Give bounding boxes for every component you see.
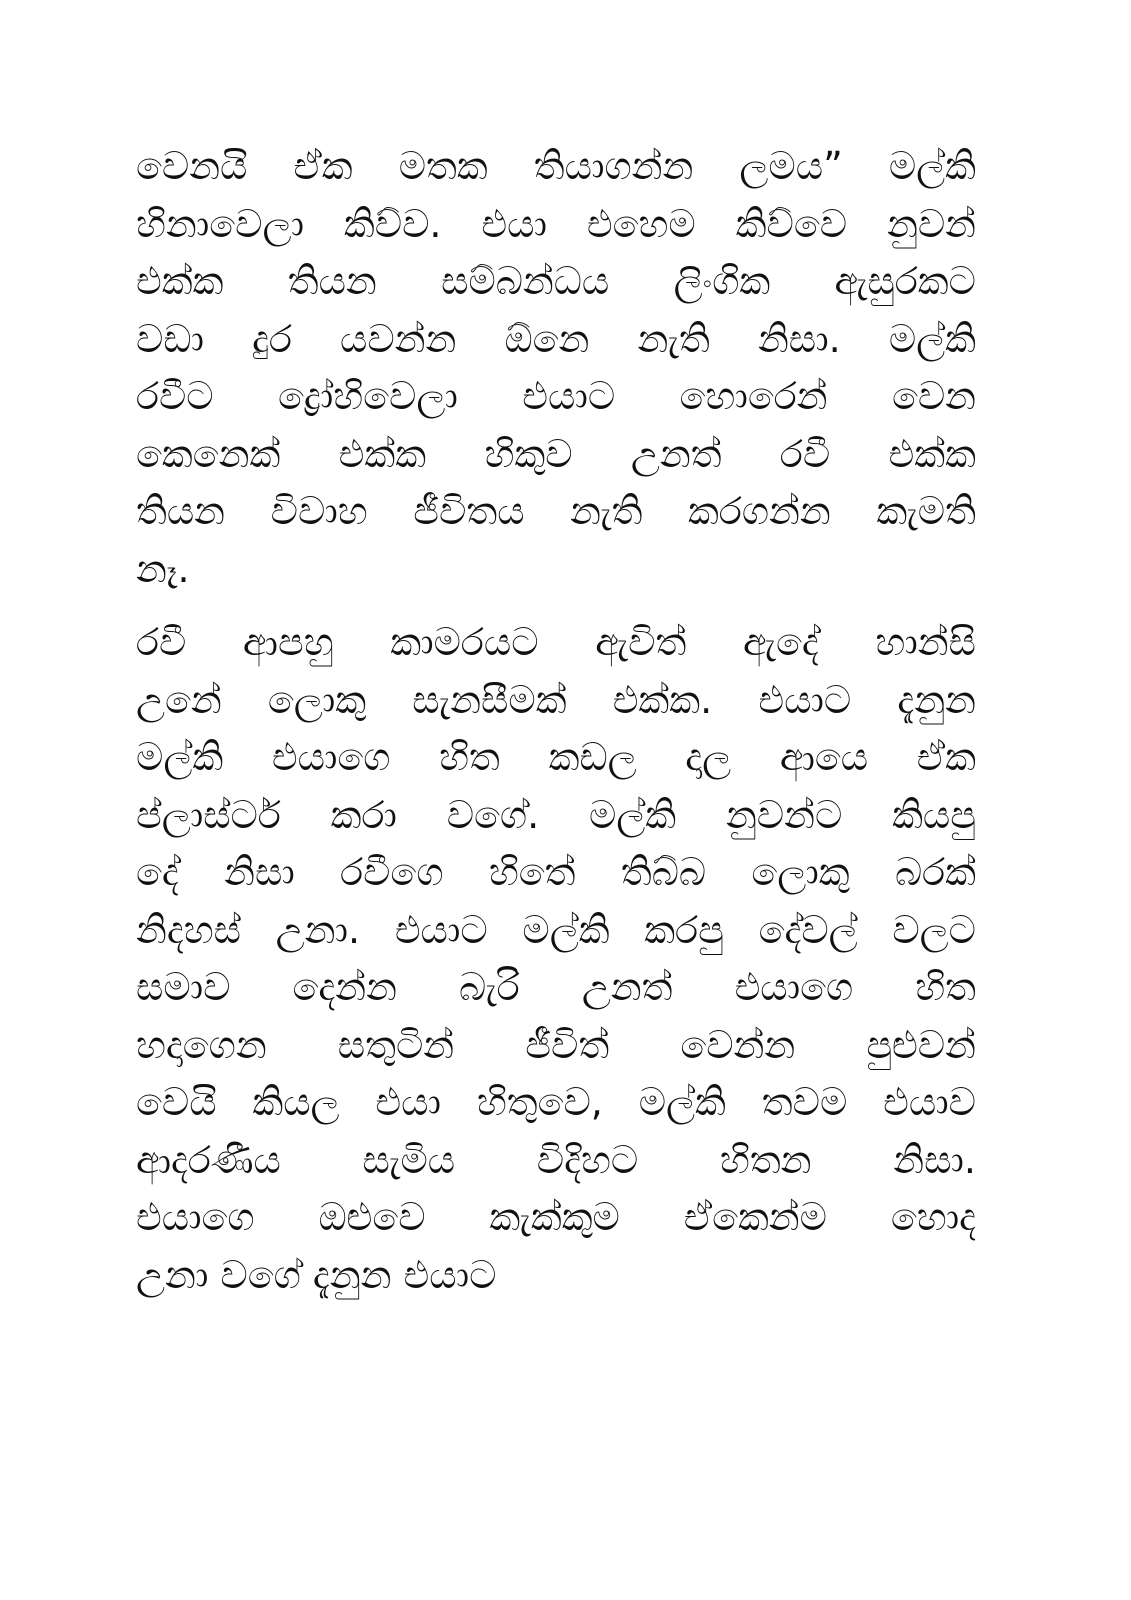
text-line: හිනාවෙලා කිව්ව. එයා එහෙම කිව්වෙ නුවන් [136, 201, 976, 246]
text-line: එයාගෙ ඔළුවෙ කැක්කුම ඒකෙන්ම හොද [136, 1195, 976, 1239]
text-line: නෑ. [136, 546, 190, 591]
text-line: දේ නිසා රවීගෙ හිතේ තිබ්බ ලොකු බරක් [136, 850, 976, 894]
text-line: ප්ලාස්ටර් කරා වගේ. මල්කි නුවන්ට කියපු [136, 792, 976, 837]
text-line: ආදරණීය සැමිය විදිහට හිතන නිසා. [136, 1137, 976, 1182]
text-line: සමාව දෙන්න බැරි උනත් එයාගෙ හිත [136, 965, 976, 1009]
text-line: වෙයි කියල එයා හිතුවෙ, මල්කි තවම එයාව [136, 1080, 976, 1124]
text-line: රවී ආපහු කාමරයට ඇවිත් ඇදේ හාන්සි [136, 620, 976, 664]
text-line: වඩා දුර යවන්න ඕනෙ නැති නිසා. මල්කි [136, 316, 976, 361]
text-line: උනා වගේ දැනුන එයාට [136, 1252, 497, 1297]
body-text [136, 138, 976, 1304]
text-line: හදාගෙන සතුටින් ජීවිත් වෙන්න පුළුවන් [136, 1022, 976, 1067]
paragraph-1 [136, 138, 976, 598]
text-line: වෙනයි ඒක මතක තියාගන්න ලමය” මල්කි [136, 144, 976, 188]
text-line: උනේ ලොකු සැනසීමක් එක්ක. එයාට දැනුන [136, 677, 976, 722]
text-line: එක්ක තියන සම්බන්ධය ලිංගික ඇසුරකට [136, 259, 976, 303]
text-line: නිදහස් උනා. එයාට මල්කි කරපු දේවල් වලට [136, 907, 976, 952]
paragraph-2 [136, 614, 976, 1304]
text-line: රවීට ද්‍රෝහිවෙලා එයාට හොරෙන් වෙන [136, 374, 976, 418]
text-line: තියන විවාහ ජීවිතය නැති කරගන්න කැමති [136, 489, 976, 533]
text-line: මල්කි එයාගෙ හිත කඩල දාල ආයෙ ඒක [136, 735, 976, 779]
text-line: කෙනෙක් එක්ක හිකුව උනත් රවී එක්ක [136, 431, 976, 476]
